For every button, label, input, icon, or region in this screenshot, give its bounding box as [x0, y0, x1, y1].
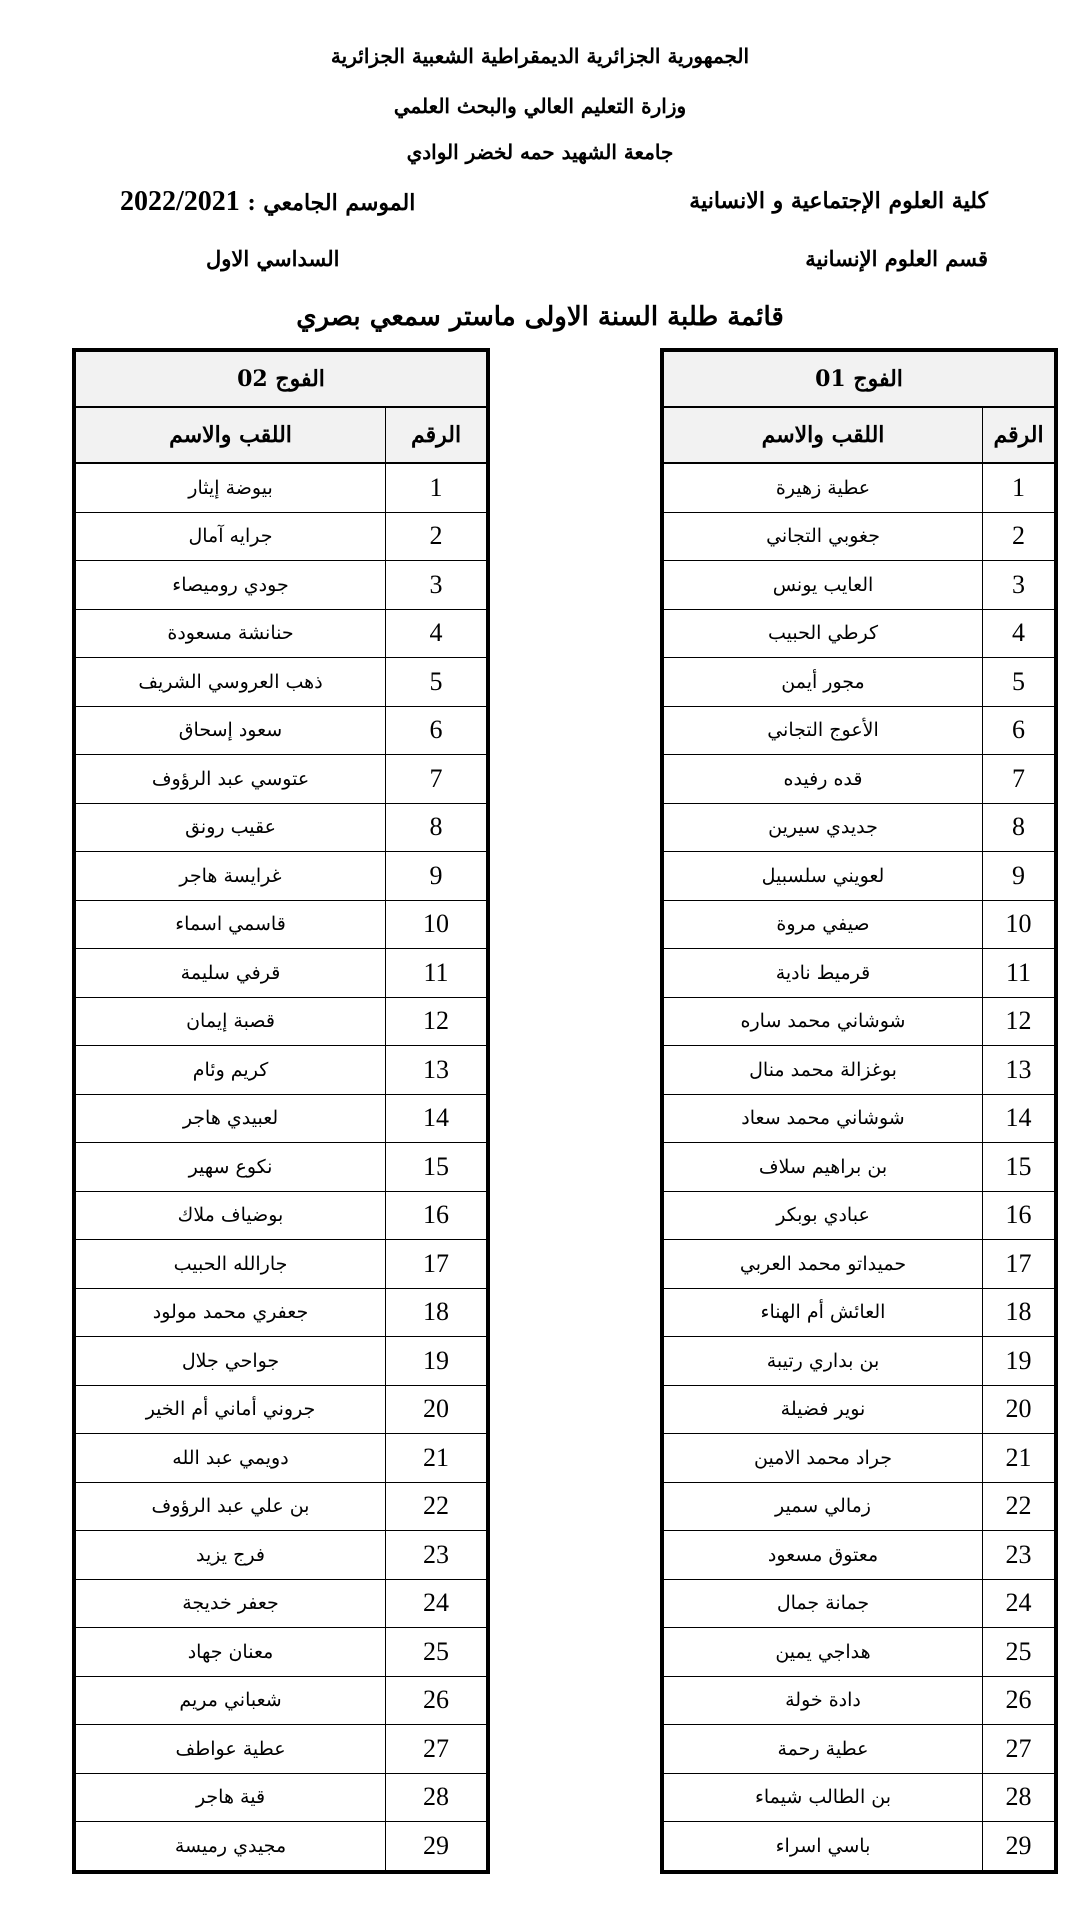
- table-row: [664, 658, 1055, 707]
- student-name: عطية رحمة: [664, 1725, 983, 1774]
- table-row: [76, 1385, 487, 1434]
- student-number: 6: [386, 706, 487, 755]
- table-row: [76, 852, 487, 901]
- student-name: جغوبي التجاني: [664, 512, 983, 561]
- student-number: 27: [983, 1725, 1055, 1774]
- table-row: [664, 852, 1055, 901]
- student-name: لعبيدي هاجر: [76, 1094, 386, 1143]
- academic-season: [120, 186, 415, 218]
- table-row: [76, 1240, 487, 1289]
- table-row: [76, 1579, 487, 1628]
- student-number: 22: [983, 1482, 1055, 1531]
- table-row: [664, 1385, 1055, 1434]
- student-name: بوغزالة محمد منال: [664, 1046, 983, 1095]
- student-number: 5: [386, 658, 487, 707]
- student-name: غرايسة هاجر: [76, 852, 386, 901]
- table-row: [76, 1434, 487, 1483]
- table-row: [664, 900, 1055, 949]
- table-row: [76, 1531, 487, 1580]
- student-name: دادة خولة: [664, 1676, 983, 1725]
- table-row: [76, 1191, 487, 1240]
- student-number: 8: [386, 803, 487, 852]
- table-row: [664, 1240, 1055, 1289]
- table-row: [76, 803, 487, 852]
- student-number: 18: [386, 1288, 487, 1337]
- student-name: هداجي يمين: [664, 1628, 983, 1677]
- student-number: 17: [386, 1240, 487, 1289]
- student-name: شعباني مريم: [76, 1676, 386, 1725]
- student-name: دويمي عبد الله: [76, 1434, 386, 1483]
- table-row: [76, 900, 487, 949]
- student-number: 8: [983, 803, 1055, 852]
- student-number: 4: [983, 609, 1055, 658]
- table-row: [76, 1822, 487, 1871]
- student-number: 29: [386, 1822, 487, 1871]
- table-row: [76, 463, 487, 512]
- student-name: فرج يزيد: [76, 1531, 386, 1580]
- department-name: قسم العلوم الإنسانية: [805, 246, 988, 271]
- table-row: [76, 609, 487, 658]
- table-row: [664, 803, 1055, 852]
- student-number: 4: [386, 609, 487, 658]
- student-number: 19: [386, 1337, 487, 1386]
- student-name: قرفي سليمة: [76, 949, 386, 998]
- table-row: [664, 1094, 1055, 1143]
- table-row: [664, 1288, 1055, 1337]
- table-row: [76, 1337, 487, 1386]
- table-row: [664, 997, 1055, 1046]
- student-number: 7: [983, 755, 1055, 804]
- table-row: [664, 1191, 1055, 1240]
- table-row: [76, 755, 487, 804]
- table-row: [76, 706, 487, 755]
- student-name: سعود إسحاق: [76, 706, 386, 755]
- semester: السداسي الاول: [206, 246, 340, 271]
- student-name: لعويني سلسبيل: [664, 852, 983, 901]
- student-number: 25: [386, 1628, 487, 1677]
- student-number: 12: [983, 997, 1055, 1046]
- table-row: [664, 512, 1055, 561]
- table-row: [76, 1288, 487, 1337]
- table-row: [76, 1725, 487, 1774]
- student-name: قده رفيده: [664, 755, 983, 804]
- student-number: 21: [983, 1434, 1055, 1483]
- column-header-number: الرقم: [386, 407, 487, 463]
- student-name: بن براهيم سلاف: [664, 1143, 983, 1192]
- student-name: كرطي الحبيب: [664, 609, 983, 658]
- group-01-title: الفوج 01: [664, 352, 1055, 408]
- student-name: عطية زهيرة: [664, 463, 983, 512]
- student-name: الأعوج التجاني: [664, 706, 983, 755]
- student-name: صيفي مروة: [664, 900, 983, 949]
- group-02-table: [72, 348, 490, 1874]
- table-row: [664, 1676, 1055, 1725]
- table-row: [664, 1773, 1055, 1822]
- student-name: جعفر خديجة: [76, 1579, 386, 1628]
- student-number: 23: [386, 1531, 487, 1580]
- table-row: [664, 561, 1055, 610]
- student-number: 2: [983, 512, 1055, 561]
- student-name: كريم وئام: [76, 1046, 386, 1095]
- student-name: بن بداري رتيبة: [664, 1337, 983, 1386]
- table-row: [664, 706, 1055, 755]
- student-number: 5: [983, 658, 1055, 707]
- table-row: [76, 1094, 487, 1143]
- student-name: قصبة إيمان: [76, 997, 386, 1046]
- student-number: 24: [983, 1579, 1055, 1628]
- student-number: 17: [983, 1240, 1055, 1289]
- student-name: عبادي بوبكر: [664, 1191, 983, 1240]
- student-number: 14: [983, 1094, 1055, 1143]
- table-row: [664, 755, 1055, 804]
- student-name: بوضياف ملاك: [76, 1191, 386, 1240]
- student-name: بن علي عبد الرؤوف: [76, 1482, 386, 1531]
- column-header-name: اللقب والاسم: [664, 407, 983, 463]
- column-header-name: اللقب والاسم: [76, 407, 386, 463]
- table-row: [76, 949, 487, 998]
- student-name: جرايه آمال: [76, 512, 386, 561]
- season-label: الموسم الجامعي :: [247, 190, 416, 216]
- student-name: شوشاني محمد سعاد: [664, 1094, 983, 1143]
- student-name: نوير فضيلة: [664, 1385, 983, 1434]
- student-number: 18: [983, 1288, 1055, 1337]
- student-number: 22: [386, 1482, 487, 1531]
- student-number: 3: [983, 561, 1055, 610]
- student-name: باسي اسراء: [664, 1822, 983, 1871]
- header-republic: الجمهورية الجزائرية الديمقراطية الشعبية الجزائرية: [330, 44, 750, 68]
- table-row: [76, 1143, 487, 1192]
- student-name: نكوع سهير: [76, 1143, 386, 1192]
- student-number: 11: [386, 949, 487, 998]
- student-name: ذهب العروسي الشريف: [76, 658, 386, 707]
- table-row: [76, 561, 487, 610]
- table-row: [664, 463, 1055, 512]
- student-number: 28: [983, 1773, 1055, 1822]
- student-number: 9: [983, 852, 1055, 901]
- student-number: 24: [386, 1579, 487, 1628]
- student-name: عطية عواطف: [76, 1725, 386, 1774]
- student-number: 28: [386, 1773, 487, 1822]
- student-number: 26: [983, 1676, 1055, 1725]
- student-number: 13: [386, 1046, 487, 1095]
- student-number: 25: [983, 1628, 1055, 1677]
- student-number: 16: [386, 1191, 487, 1240]
- table-row: [76, 1628, 487, 1677]
- student-name: جروني أماني أم الخير: [76, 1385, 386, 1434]
- student-number: 9: [386, 852, 487, 901]
- student-number: 26: [386, 1676, 487, 1725]
- student-name: مجيدي رميسة: [76, 1822, 386, 1871]
- group-01-table: [660, 348, 1058, 1874]
- student-number: 6: [983, 706, 1055, 755]
- student-number: 19: [983, 1337, 1055, 1386]
- student-number: 1: [983, 463, 1055, 512]
- table-row: [76, 658, 487, 707]
- faculty-name: كلية العلوم الإجتماعية و الانسانية: [689, 188, 988, 214]
- student-name: قاسمي اسماء: [76, 900, 386, 949]
- student-name: جارالله الحبيب: [76, 1240, 386, 1289]
- table-row: [76, 1482, 487, 1531]
- student-name: معتوق مسعود: [664, 1531, 983, 1580]
- student-name: جمانة جمال: [664, 1579, 983, 1628]
- student-name: معنان جهاد: [76, 1628, 386, 1677]
- student-number: 11: [983, 949, 1055, 998]
- student-number: 7: [386, 755, 487, 804]
- table-row: [664, 609, 1055, 658]
- student-number: 1: [386, 463, 487, 512]
- student-name: بن الطالب شيماء: [664, 1773, 983, 1822]
- table-row: [664, 1725, 1055, 1774]
- table-row: [664, 1822, 1055, 1871]
- student-number: 14: [386, 1094, 487, 1143]
- table-row: [76, 1676, 487, 1725]
- student-name: حميداتو محمد العربي: [664, 1240, 983, 1289]
- table-row: [76, 1773, 487, 1822]
- list-title: قائمة طلبة السنة الاولى ماستر سمعي بصري: [296, 302, 784, 332]
- student-name: بيوضة إيثار: [76, 463, 386, 512]
- student-name: جعفري محمد مولود: [76, 1288, 386, 1337]
- student-number: 15: [386, 1143, 487, 1192]
- table-row: [664, 1337, 1055, 1386]
- table-row: [664, 1531, 1055, 1580]
- table-row: [664, 1628, 1055, 1677]
- student-number: 3: [386, 561, 487, 610]
- student-name: عتوسي عبد الرؤوف: [76, 755, 386, 804]
- student-name: قية هاجر: [76, 1773, 386, 1822]
- student-name: جديدي سيرين: [664, 803, 983, 852]
- header-university: جامعة الشهيد حمه لخضر الوادي: [406, 140, 674, 164]
- student-number: 27: [386, 1725, 487, 1774]
- student-name: زمالي سمير: [664, 1482, 983, 1531]
- student-name: جراد محمد الامين: [664, 1434, 983, 1483]
- student-number: 2: [386, 512, 487, 561]
- table-row: [76, 1046, 487, 1095]
- student-number: 21: [386, 1434, 487, 1483]
- student-number: 13: [983, 1046, 1055, 1095]
- table-row: [664, 1046, 1055, 1095]
- student-name: عقيب رونق: [76, 803, 386, 852]
- student-name: حنانشة مسعودة: [76, 609, 386, 658]
- table-row: [664, 949, 1055, 998]
- student-number: 20: [983, 1385, 1055, 1434]
- student-number: 10: [983, 900, 1055, 949]
- season-value: 2022/2021: [120, 186, 240, 217]
- table-row: [664, 1579, 1055, 1628]
- table-row: [76, 512, 487, 561]
- student-name: العايب يونس: [664, 561, 983, 610]
- student-name: جواحي جلال: [76, 1337, 386, 1386]
- header-ministry: وزارة التعليم العالي والبحث العلمي: [393, 94, 687, 118]
- student-name: جودي روميصاء: [76, 561, 386, 610]
- table-row: [664, 1482, 1055, 1531]
- student-name: قرميط نادية: [664, 949, 983, 998]
- student-name: العائش أم الهناء: [664, 1288, 983, 1337]
- student-name: شوشاني محمد ساره: [664, 997, 983, 1046]
- student-number: 23: [983, 1531, 1055, 1580]
- table-row: [664, 1143, 1055, 1192]
- student-number: 20: [386, 1385, 487, 1434]
- table-row: [664, 1434, 1055, 1483]
- group-02-title: الفوج 02: [76, 352, 487, 408]
- student-name: مجور أيمن: [664, 658, 983, 707]
- table-row: [76, 997, 487, 1046]
- student-number: 10: [386, 900, 487, 949]
- student-number: 12: [386, 997, 487, 1046]
- student-number: 16: [983, 1191, 1055, 1240]
- student-number: 15: [983, 1143, 1055, 1192]
- student-number: 29: [983, 1822, 1055, 1871]
- column-header-number: الرقم: [983, 407, 1055, 463]
